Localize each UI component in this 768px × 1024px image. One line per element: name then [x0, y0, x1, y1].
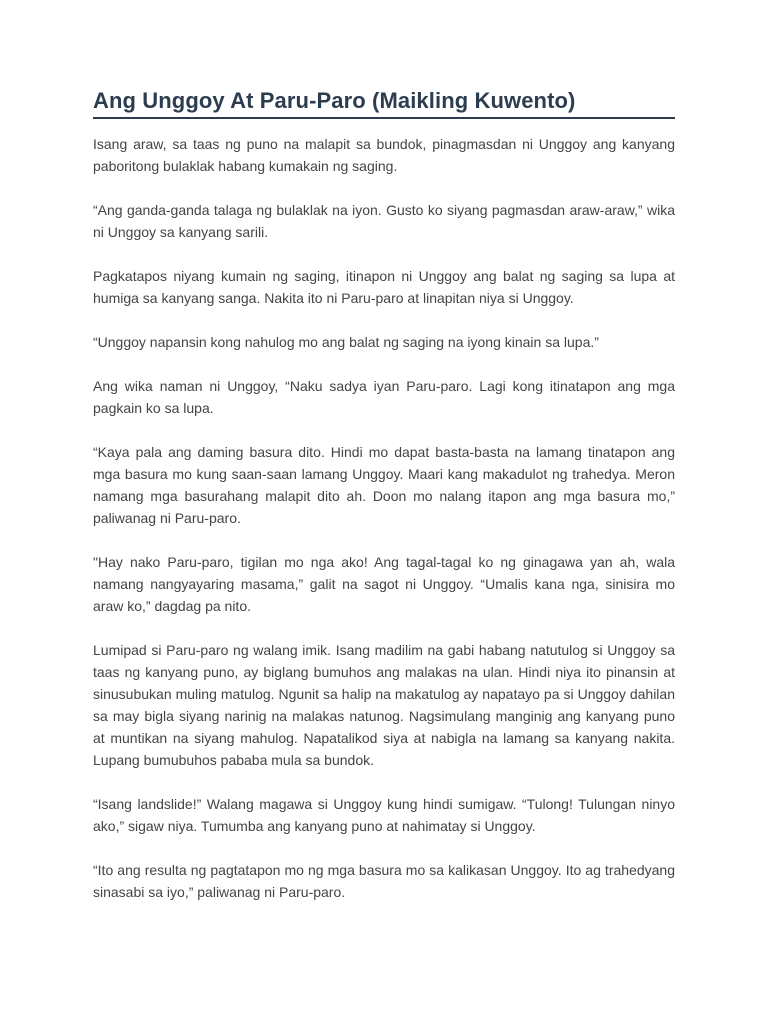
paragraph-3: Pagkatapos niyang kumain ng saging, itinapon ni Unggoy ang balat ng saging sa lupa at humiga sa kanyang sanga. Nakita ito ni Paru-paro at linapitan niya si Unggoy.: [93, 268, 675, 306]
paragraph-7: "Hay nako Paru-paro, tigilan mo nga ako! Ang tagal-tagal ko ng ginagawa yan ah, wala namang nangyayaring masama,” galit na sagot ni Unggoy. “Umalis kana nga, sinisira mo araw ko,” dagdag pa nito.: [93, 554, 675, 614]
document-body: [93, 133, 675, 903]
paragraph-1: Isang araw, sa taas ng puno na malapit sa bundok, pinagmasdan ni Unggoy ang kanyang paboritong bulaklak habang kumakain ng saging.: [93, 136, 675, 174]
document-title: Ang Unggoy At Paru-Paro (Maikling Kuwento): [93, 88, 576, 113]
paragraph-4: “Unggoy napansin kong nahulog mo ang balat ng saging na iyong kinain sa lupa.”: [93, 334, 599, 350]
paragraph-10: “Ito ang resulta ng pagtatapon mo ng mga basura mo sa kalikasan Unggoy. Ito ag trahedyang sinasabi sa iyo,” paliwanag ni Paru-paro.: [93, 862, 675, 900]
paragraph-8: Lumipad si Paru-paro ng walang imik. Isang madilim na gabi habang natutulog si Unggoy sa taas ng kanyang puno, ay biglang bumuhos ang malakas na ulan. Hindi niya ito pinansin at sinusubukan muling matulog. Ngunit sa halip na makatulog ay napatayo pa si Unggoy dahilan sa may bigla siyang narinig na malakas natunog. Nagsimulang manginig ang kanyang puno at muntikan na siyang mahulog. Napatalikod siya at nabigla na lamang sa kanyang nakita. Lupang bumubuhos pababa mula sa bundok.: [93, 642, 675, 768]
paragraph-9: “Isang landslide!” Walang magawa si Unggoy kung hindi sumigaw. “Tulong! Tulungan ninyo ako,” sigaw niya. Tumumba ang kanyang puno at nahimatay si Unggoy.: [93, 796, 675, 834]
paragraph-2: “Ang ganda-ganda talaga ng bulaklak na iyon. Gusto ko siyang pagmasdan araw-araw,” wika ni Unggoy sa kanyang sarili.: [93, 202, 675, 240]
document-page: [93, 86, 675, 925]
title-divider: [93, 117, 675, 119]
paragraph-5: Ang wika naman ni Unggoy, “Naku sadya iyan Paru-paro. Lagi kong itinatapon ang mga pagkain ko sa lupa.: [93, 378, 675, 416]
paragraph-6: “Kaya pala ang daming basura dito. Hindi mo dapat basta-basta na lamang tinatapon ang mga basura mo kung saan-saan lamang Unggoy. Maari kang makadulot ng trahedya. Meron namang mga basurahang malapit dito ah. Doon mo nalang itapon ang mga basura mo,” paliwanag ni Paru-paro.: [93, 444, 675, 526]
